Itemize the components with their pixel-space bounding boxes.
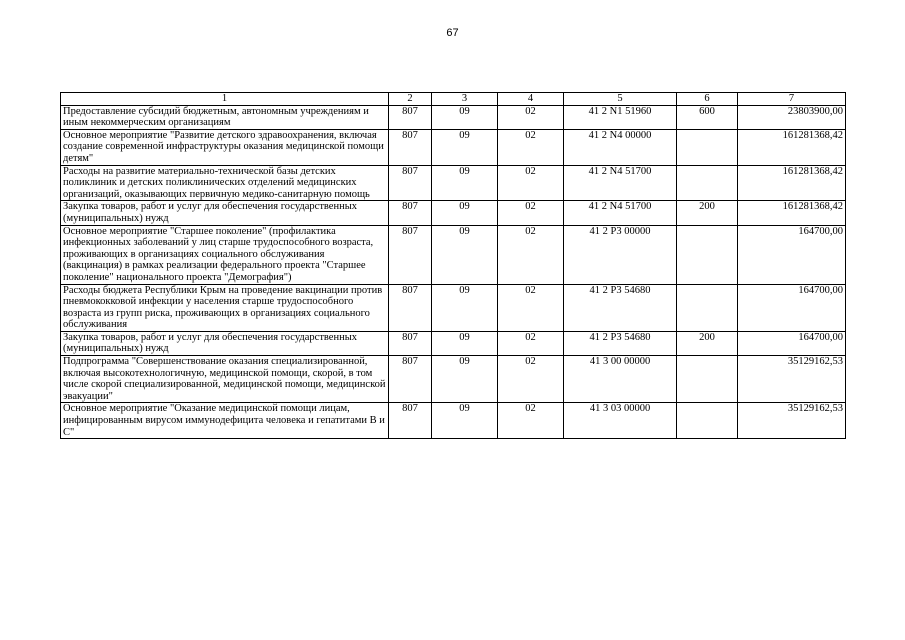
row-code-4: 02 [498,105,564,129]
row-code-5: 41 3 00 00000 [564,356,677,403]
row-code-6 [677,165,738,201]
row-code-4: 02 [498,403,564,439]
table-row [61,331,846,355]
row-code-6 [677,225,738,284]
row-name: Подпрограмма "Совершенствование оказания специализированной, включая высокотехнологичную, медицинской помощи, скорой, в том числе скорой специализированной, медицинской помощи, медицинской эвакуации" [61,356,389,403]
row-code-6: 200 [677,201,738,225]
row-code-2: 807 [389,331,432,355]
row-code-4: 02 [498,201,564,225]
row-code-5: 41 3 03 00000 [564,403,677,439]
column-header-4: 4 [498,93,564,106]
row-code-6 [677,356,738,403]
row-amount: 35129162,53 [738,403,846,439]
header-row [61,93,846,106]
row-code-6 [677,284,738,331]
row-code-6 [677,129,738,165]
row-code-4: 02 [498,225,564,284]
page-number: 67 [446,27,459,39]
row-name: Расходы бюджета Республики Крым на проведение вакцинации против пневмококковой инфекции у населения старше трудоспособного возраста из групп риска, проживающих в организациях социального обслуживания [61,284,389,331]
row-code-5: 41 2 P3 00000 [564,225,677,284]
table-row [61,201,846,225]
row-name: Предоставление субсидий бюджетным, автономным учреждениям и иным некоммерческим организациям [61,105,389,129]
row-code-2: 807 [389,165,432,201]
row-code-3: 09 [432,165,498,201]
row-code-3: 09 [432,129,498,165]
row-code-3: 09 [432,356,498,403]
row-code-2: 807 [389,201,432,225]
row-code-5: 41 2 N1 51960 [564,105,677,129]
row-code-6 [677,403,738,439]
row-code-4: 02 [498,356,564,403]
row-amount: 35129162,53 [738,356,846,403]
column-header-3: 3 [432,93,498,106]
column-header-7: 7 [738,93,846,106]
row-code-4: 02 [498,331,564,355]
table-row [61,403,846,439]
row-name: Основное мероприятие "Развитие детского здравоохранения, включая создание современной инфраструктуры оказания медицинской помощи детям" [61,129,389,165]
row-amount: 23803900,00 [738,105,846,129]
row-code-3: 09 [432,284,498,331]
row-name: Закупка товаров, работ и услуг для обеспечения государственных (муниципальных) нужд [61,331,389,355]
row-code-5: 41 2 N4 00000 [564,129,677,165]
table-row [61,284,846,331]
row-code-2: 807 [389,225,432,284]
row-amount: 164700,00 [738,225,846,284]
row-code-2: 807 [389,356,432,403]
row-name: Закупка товаров, работ и услуг для обеспечения государственных (муниципальных) нужд [61,201,389,225]
column-header-1: 1 [61,93,389,106]
row-amount: 161281368,42 [738,165,846,201]
row-amount: 164700,00 [738,331,846,355]
row-code-4: 02 [498,129,564,165]
row-amount: 164700,00 [738,284,846,331]
row-code-3: 09 [432,331,498,355]
row-name: Расходы на развитие материально-технической базы детских поликлиник и детских поликлинических отделений медицинских организаций, оказывающих первичную медико-санитарную помощь [61,165,389,201]
row-code-2: 807 [389,129,432,165]
row-amount: 161281368,42 [738,129,846,165]
table-row [61,225,846,284]
row-code-4: 02 [498,284,564,331]
row-code-5: 41 2 P3 54680 [564,331,677,355]
row-code-3: 09 [432,201,498,225]
row-name: Основное мероприятие "Оказание медицинской помощи лицам, инфицированным вирусом иммунодефицита человека и гепатитами В и С" [61,403,389,439]
row-code-5: 41 2 N4 51700 [564,201,677,225]
row-code-2: 807 [389,403,432,439]
row-code-5: 41 2 N4 51700 [564,165,677,201]
table-row [61,105,846,129]
table-row [61,356,846,403]
table-row [61,165,846,201]
row-code-2: 807 [389,105,432,129]
row-code-2: 807 [389,284,432,331]
row-code-4: 02 [498,165,564,201]
row-code-6: 200 [677,331,738,355]
row-code-3: 09 [432,105,498,129]
row-code-5: 41 2 P3 54680 [564,284,677,331]
row-code-6: 600 [677,105,738,129]
column-header-2: 2 [389,93,432,106]
column-header-5: 5 [564,93,677,106]
table-row [61,129,846,165]
row-name: Основное мероприятие "Старшее поколение" (профилактика инфекционных заболеваний у лиц старше трудоспособного возраста, проживающих в организациях социального обслуживания (вакцинация) в рамках реализации федерального проекта "Старшее поколение" национального проекта "Демография") [61,225,389,284]
row-code-3: 09 [432,225,498,284]
row-amount: 161281368,42 [738,201,846,225]
budget-table [60,92,846,439]
row-code-3: 09 [432,403,498,439]
column-header-6: 6 [677,93,738,106]
